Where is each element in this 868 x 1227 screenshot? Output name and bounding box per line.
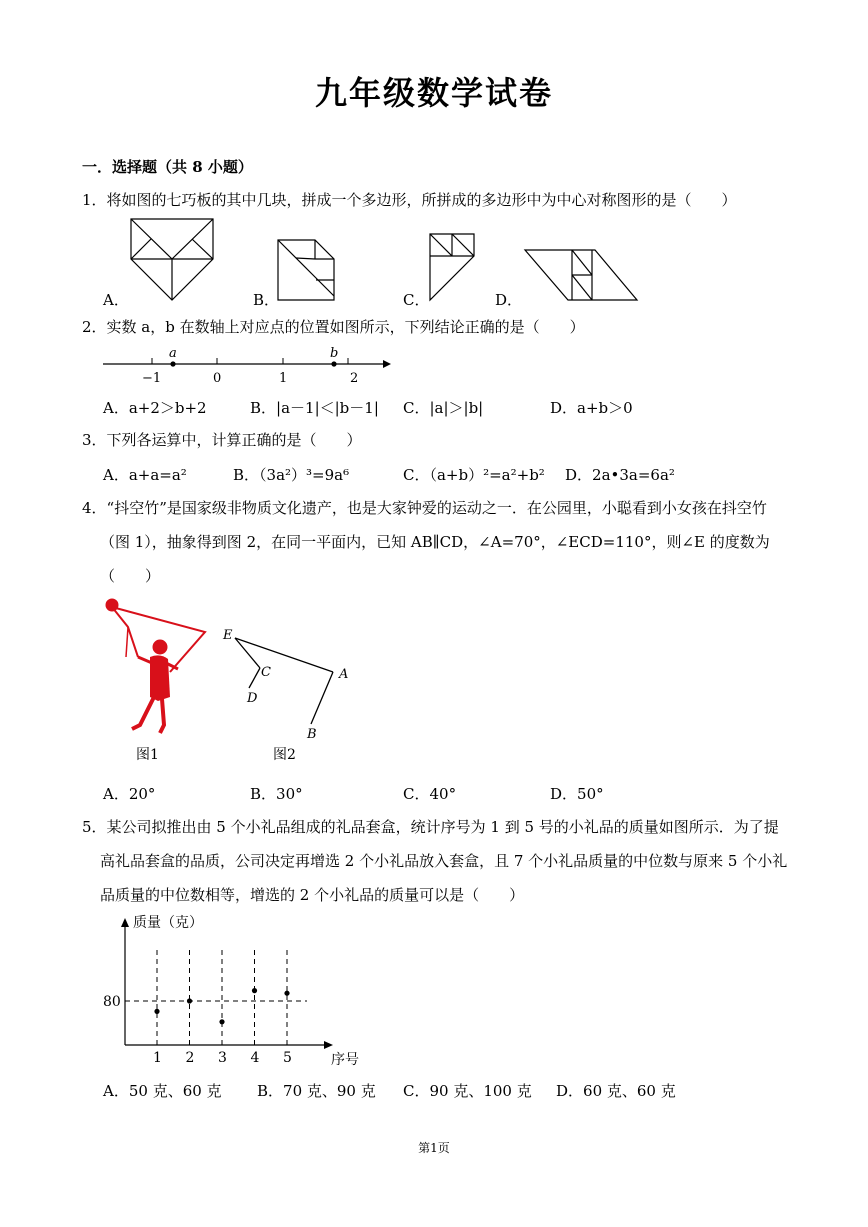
q5-scatter-chart bbox=[95, 910, 405, 1075]
page-number: 第1页 bbox=[418, 1141, 450, 1155]
q1-figure-b bbox=[278, 240, 334, 300]
q4-option-c[interactable]: C．40° bbox=[403, 785, 457, 803]
tick-label-2: 2 bbox=[350, 371, 359, 386]
q2-stem: 2．实数 a，b 在数轴上对应点的位置如图所示，下列结论正确的是（ ） bbox=[82, 318, 585, 336]
q5-option-b[interactable]: B．70 克、90 克 bbox=[257, 1082, 376, 1100]
label-a: a bbox=[169, 346, 177, 361]
x-axis-label: 序号 bbox=[331, 1052, 359, 1068]
x-axis-arrow bbox=[324, 1041, 333, 1049]
q2-option-a[interactable]: A．a+2＞b+2 bbox=[103, 399, 207, 417]
q3-option-c[interactable]: C．（a+b）²=a²+b² bbox=[403, 466, 545, 484]
x-tick-label-4: 4 bbox=[250, 1050, 260, 1066]
q4-figure1-caption: 图1 bbox=[136, 747, 159, 763]
page-title: 九年级数学试卷 bbox=[314, 74, 553, 112]
data-point-4 bbox=[252, 988, 257, 993]
tick-label-neg1: −1 bbox=[142, 371, 162, 386]
q2-option-b[interactable]: B．|a－1|＜|b－1| bbox=[250, 399, 379, 417]
q4-stem-line3: （ ） bbox=[100, 567, 161, 585]
q5-stem-line2: 高礼品套盒的品质，公司决定再增选 2 个小礼品放入套盒，且 7 个小礼品质量的中位数与原来 5 个小礼 bbox=[100, 852, 788, 870]
x-tick-label-3: 3 bbox=[218, 1050, 227, 1066]
label-b: b bbox=[330, 346, 339, 361]
q3-option-a[interactable]: A．a+a=a² bbox=[103, 466, 187, 484]
q3-option-b[interactable]: B．（3a²）³=9a⁶ bbox=[233, 466, 350, 484]
q3-option-d[interactable]: D．2a•3a=6a² bbox=[565, 466, 675, 484]
q4-stem-line1: 4．“抖空竹”是国家级非物质文化遗产，也是大家钟爱的运动之一．在公园里，小聪看到小女孩在抖空竹 bbox=[82, 499, 767, 517]
y-axis-arrow bbox=[121, 918, 129, 927]
q4-option-a[interactable]: A．20° bbox=[103, 785, 156, 803]
q4-figure2-caption: 图2 bbox=[273, 747, 296, 763]
q4-option-b[interactable]: B．30° bbox=[250, 785, 303, 803]
q1-option-d[interactable]: D． bbox=[495, 291, 523, 309]
q4-option-d[interactable]: D．50° bbox=[550, 785, 604, 803]
x-tick-label-5: 5 bbox=[283, 1050, 292, 1066]
fig2-point-c: C bbox=[261, 665, 271, 680]
q2-number-line bbox=[95, 342, 405, 387]
q1-figure-d bbox=[525, 250, 637, 300]
data-point-3 bbox=[219, 1019, 224, 1024]
q1-figures bbox=[95, 212, 655, 307]
tick-label-1: 1 bbox=[279, 371, 288, 386]
q3-stem: 3．下列各运算中，计算正确的是（ ） bbox=[82, 431, 362, 449]
fig2-point-b: B bbox=[307, 727, 317, 742]
tick-label-0: 0 bbox=[213, 371, 222, 386]
y-tick-label-80: 80 bbox=[103, 994, 121, 1010]
q1-figure-a bbox=[131, 219, 213, 300]
q5-option-d[interactable]: D．60 克、60 克 bbox=[556, 1082, 676, 1100]
q4-stem-line2: （图 1），抽象得到图 2，在同一平面内，已知 AB∥CD，∠A=70°，∠ECD=110°，则∠E 的度数为 bbox=[100, 533, 770, 551]
q1-figure-c bbox=[430, 234, 474, 300]
data-point-5 bbox=[284, 991, 289, 996]
x-tick-label-2: 2 bbox=[185, 1050, 195, 1066]
fig2-point-d: D bbox=[247, 691, 258, 706]
point-a bbox=[170, 361, 175, 366]
chart-axes bbox=[125, 924, 327, 1045]
q1-option-a[interactable]: A． bbox=[103, 291, 129, 309]
q1-option-b[interactable]: B． bbox=[253, 291, 280, 309]
q2-option-d[interactable]: D．a+b＞0 bbox=[550, 399, 633, 417]
fig2-point-a: A bbox=[339, 667, 349, 682]
q5-option-c[interactable]: C．90 克、100 克 bbox=[403, 1082, 532, 1100]
q5-stem-line1: 5．某公司拟推出由 5 个小礼品组成的礼品套盒，统计序号为 1 到 5 号的小礼品的质量如图所示．为了提 bbox=[82, 818, 779, 836]
section-header: 一．选择题（共 8 小题） bbox=[82, 158, 253, 176]
q1-option-c[interactable]: C． bbox=[403, 291, 430, 309]
point-b bbox=[331, 361, 336, 366]
x-tick-label-1: 1 bbox=[153, 1050, 162, 1066]
fig2-point-e: E bbox=[223, 628, 233, 643]
data-point-1 bbox=[154, 1009, 159, 1014]
q5-option-a[interactable]: A．50 克、60 克 bbox=[103, 1082, 222, 1100]
q4-figure2-diagram bbox=[215, 620, 365, 745]
y-axis-label: 质量（克） bbox=[133, 915, 203, 931]
q2-option-c[interactable]: C．|a|＞|b| bbox=[403, 399, 484, 417]
data-point-2 bbox=[187, 998, 192, 1003]
q5-stem-line3: 品质量的中位数相等，增选的 2 个小礼品的质量可以是（ ） bbox=[100, 886, 525, 904]
q1-stem: 1．将如图的七巧板的其中几块，拼成一个多边形，所拼成的多边形中为中心对称图形的是（ ） bbox=[82, 191, 737, 209]
q4-figure1-girl-image bbox=[100, 597, 215, 737]
